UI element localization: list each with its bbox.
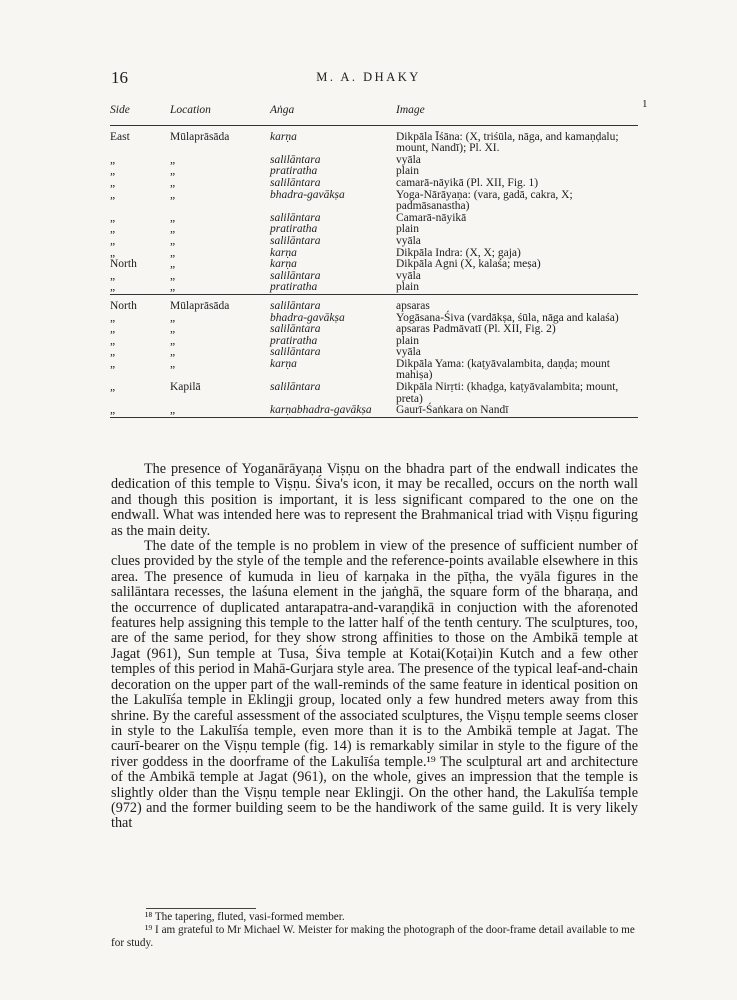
body-text: [111, 462, 638, 832]
footnote-19: ¹⁹ I am grateful to Mr Michael W. Meister for making the photograph of the door-frame detail available to me for study.: [111, 924, 635, 949]
table-header-row: [110, 102, 638, 125]
table-row: [110, 405, 638, 417]
cell-location: „: [170, 246, 176, 259]
cell-location: „: [170, 323, 176, 336]
cell-image: Yogāsana-Śiva (vardākṣa, śūla, nāga and kalaśa): [396, 311, 619, 324]
cell-anga: pratiratha: [270, 334, 318, 347]
footnote-18: ¹⁸ The tapering, fluted, vasi-formed member.: [145, 911, 345, 923]
column-header-image: Image: [396, 104, 425, 116]
cell-side: „: [110, 165, 116, 178]
column-header-location: Location: [170, 104, 211, 116]
cell-image: vyāla: [396, 153, 421, 166]
table-row: [110, 190, 638, 213]
cell-anga: pratiratha: [270, 281, 318, 294]
table-row: [110, 248, 638, 260]
table-row: [110, 213, 638, 225]
cell-image: vyāla: [396, 346, 421, 359]
cell-side: „: [110, 381, 116, 394]
footnotes: [111, 911, 638, 950]
table-row: [110, 224, 638, 236]
cell-image: apsaras Padmāvatī (Pl. XII, Fig. 2): [396, 323, 556, 336]
table-row: [110, 324, 638, 336]
cell-side: „: [110, 153, 116, 166]
cell-location: „: [170, 269, 176, 282]
corner-mark: 1: [642, 98, 648, 110]
table-body: [110, 125, 638, 417]
table-row: [110, 271, 638, 283]
table-row: [110, 359, 638, 382]
cell-location: „: [170, 165, 176, 178]
cell-side: „: [110, 404, 116, 417]
iconography-table: [110, 102, 638, 418]
table-row: [110, 259, 638, 271]
cell-side: „: [110, 269, 116, 282]
cell-location: Mūlaprāsāda: [170, 299, 230, 312]
cell-location: „: [170, 153, 176, 166]
cell-side: „: [110, 334, 116, 347]
cell-image: Dikpāla Agni (X, kalaśa; meṣa): [396, 258, 541, 271]
cell-anga: salilāntara: [270, 381, 321, 394]
cell-image: plain: [396, 334, 419, 347]
cell-location: „: [170, 346, 176, 359]
paragraph: The presence of Yoganārāyaṇa Viṣṇu on the bhadra part of the endwall indicates the dedication of this temple to Viṣṇu. Śiva's icon, it may be recalled, occurs on the north wall and though this position is important, it is less significant compared to the one on the endwall. What was intended here was to represent the Brahmanical triad with Viṣṇu figuring as the main deity.: [111, 461, 638, 539]
column-header-side: Side: [110, 104, 130, 116]
table-row: [110, 155, 638, 167]
cell-location: „: [170, 223, 176, 236]
table-row: [110, 282, 638, 294]
cell-image: Dikpāla Nirṛti: (khaḍga, kaṭyāvalambita; mount, preta): [396, 381, 619, 405]
table-row: [110, 236, 638, 248]
table-row: [110, 125, 638, 155]
table-row: [110, 382, 638, 405]
cell-anga: salilāntara: [270, 299, 321, 312]
cell-anga: karṇa: [270, 258, 297, 271]
cell-anga: salilāntara: [270, 269, 321, 282]
cell-image: plain: [396, 281, 419, 294]
cell-location: „: [170, 258, 176, 271]
cell-anga: salilāntara: [270, 211, 321, 224]
cell-anga: salilāntara: [270, 323, 321, 336]
cell-side: North: [110, 299, 137, 312]
cell-image: plain: [396, 223, 419, 236]
cell-location: „: [170, 234, 176, 247]
cell-location: „: [170, 334, 176, 347]
cell-side: „: [110, 223, 116, 236]
cell-anga: karṇa: [270, 130, 297, 143]
footnote-rule: [146, 908, 256, 909]
cell-side: „: [110, 357, 116, 370]
cell-anga: karṇa: [270, 357, 297, 370]
cell-location: „: [170, 311, 176, 324]
cell-side: North: [110, 258, 137, 271]
cell-location: Mūlaprāsāda: [170, 130, 230, 143]
table-row: [110, 336, 638, 348]
table-row: [110, 294, 638, 312]
cell-anga: salilāntara: [270, 234, 321, 247]
cell-image: Camarā-nāyikā: [396, 211, 467, 224]
cell-location: Kapilā: [170, 381, 201, 394]
cell-anga: karṇa: [270, 246, 297, 259]
cell-side: East: [110, 130, 130, 143]
cell-image: Dikpāla Indra: (X, X; gaja): [396, 246, 521, 259]
cell-image: plain: [396, 165, 419, 178]
cell-anga: bhadra-gavākṣa: [270, 188, 345, 201]
table-row: [110, 313, 638, 325]
cell-image: camarā-nāyikā (Pl. XII, Fig. 1): [396, 176, 539, 189]
cell-anga: salilāntara: [270, 153, 321, 166]
cell-side: „: [110, 211, 116, 224]
cell-location: „: [170, 176, 176, 189]
cell-side: „: [110, 346, 116, 359]
table-row: [110, 178, 638, 190]
cell-anga: bhadra-gavākṣa: [270, 311, 345, 324]
cell-anga: pratiratha: [270, 223, 318, 236]
cell-location: „: [170, 281, 176, 294]
cell-image: Yoga-Nārāyaṇa: (vara, gadā, cakra, X; padmāsanastha): [396, 188, 573, 213]
cell-anga: salilāntara: [270, 346, 321, 359]
cell-location: „: [170, 188, 176, 201]
cell-image: vyāla: [396, 269, 421, 282]
cell-anga: karṇabhadra-gavākṣa: [270, 404, 372, 417]
paragraph: The date of the temple is no problem in view of the presence of sufficient number of clues provided by the style of the temple and the reference-points available elsewhere in this area. The presence of kumuda in lieu of karṇaka in the pīṭha, the vyāla figures in the salilāntara recesses, the laśuna element in the jaṅghā, the square form of the bharaṇa, and the occurrence of duplicated antarapatra-and-varaṇḍikā in conjuction with the aforenoted features help assigning this temple to the latter half of the tenth century. The sculptures, too, are of the same period, for they show strong affinities to those on the Ambikā temple at Jagat (961), Sun temple at Tusa, Śiva temple at Kotai(Koṭai)in Kutch and a few other temples of this period in Mahā-Gurjara style area. The presence of the typical leaf-and-chain decoration on the upper part of the wall-reminds of the same feature in identical position on the Lakulīśa temple in Eklingji group, located only a few hundred meters away from this shrine. By the careful assessment of the associated sculptures, the Viṣṇu temple seems closer in style to the Lakulīśa temple, even more than it is to the Ambikā temple at Jagat. The caurī-bearer on the Viṣṇu temple (fig. 14) is remarkably similar in style to the figure of the river goddess in the doorframe of the Lakulīśa temple.¹⁹ The sculptural art and architecture of the Ambikā temple at Jagat (961), on the whole, gives an impression that the temple is slightly older than the Viṣṇu temple near Eklingji. On the other hand, the Lakulīśa temple (972) and the former building seem to be the handiwork of the same guild. It is very likely that: [111, 538, 638, 832]
cell-side: „: [110, 188, 116, 201]
cell-side: „: [110, 323, 116, 336]
cell-anga: salilāntara: [270, 176, 321, 189]
cell-image: Dikpāla Īśāna: (X, triśūla, nāga, and kamaṇḍalu; mount, Nandī); Pl. XI.: [396, 130, 619, 155]
cell-image: apsaras: [396, 299, 430, 312]
cell-side: „: [110, 246, 116, 259]
cell-side: „: [110, 176, 116, 189]
cell-side: „: [110, 234, 116, 247]
cell-side: „: [110, 281, 116, 294]
cell-image: Gaurī-Śaṅkara on Nandī: [396, 404, 509, 417]
column-header-anga: Aṅga: [270, 104, 295, 116]
cell-location: „: [170, 211, 176, 224]
cell-image: vyāla: [396, 234, 421, 247]
table-row: [110, 166, 638, 178]
cell-side: „: [110, 311, 116, 324]
running-head: M. A. DHAKY: [316, 70, 421, 84]
cell-location: „: [170, 357, 176, 370]
cell-image: Dikpāla Yama: (kaṭyāvalambita, daṇḍa; mount mahiṣa): [396, 357, 610, 382]
cell-location: „: [170, 404, 176, 417]
page-number: 16: [111, 68, 128, 87]
cell-anga: pratiratha: [270, 165, 318, 178]
